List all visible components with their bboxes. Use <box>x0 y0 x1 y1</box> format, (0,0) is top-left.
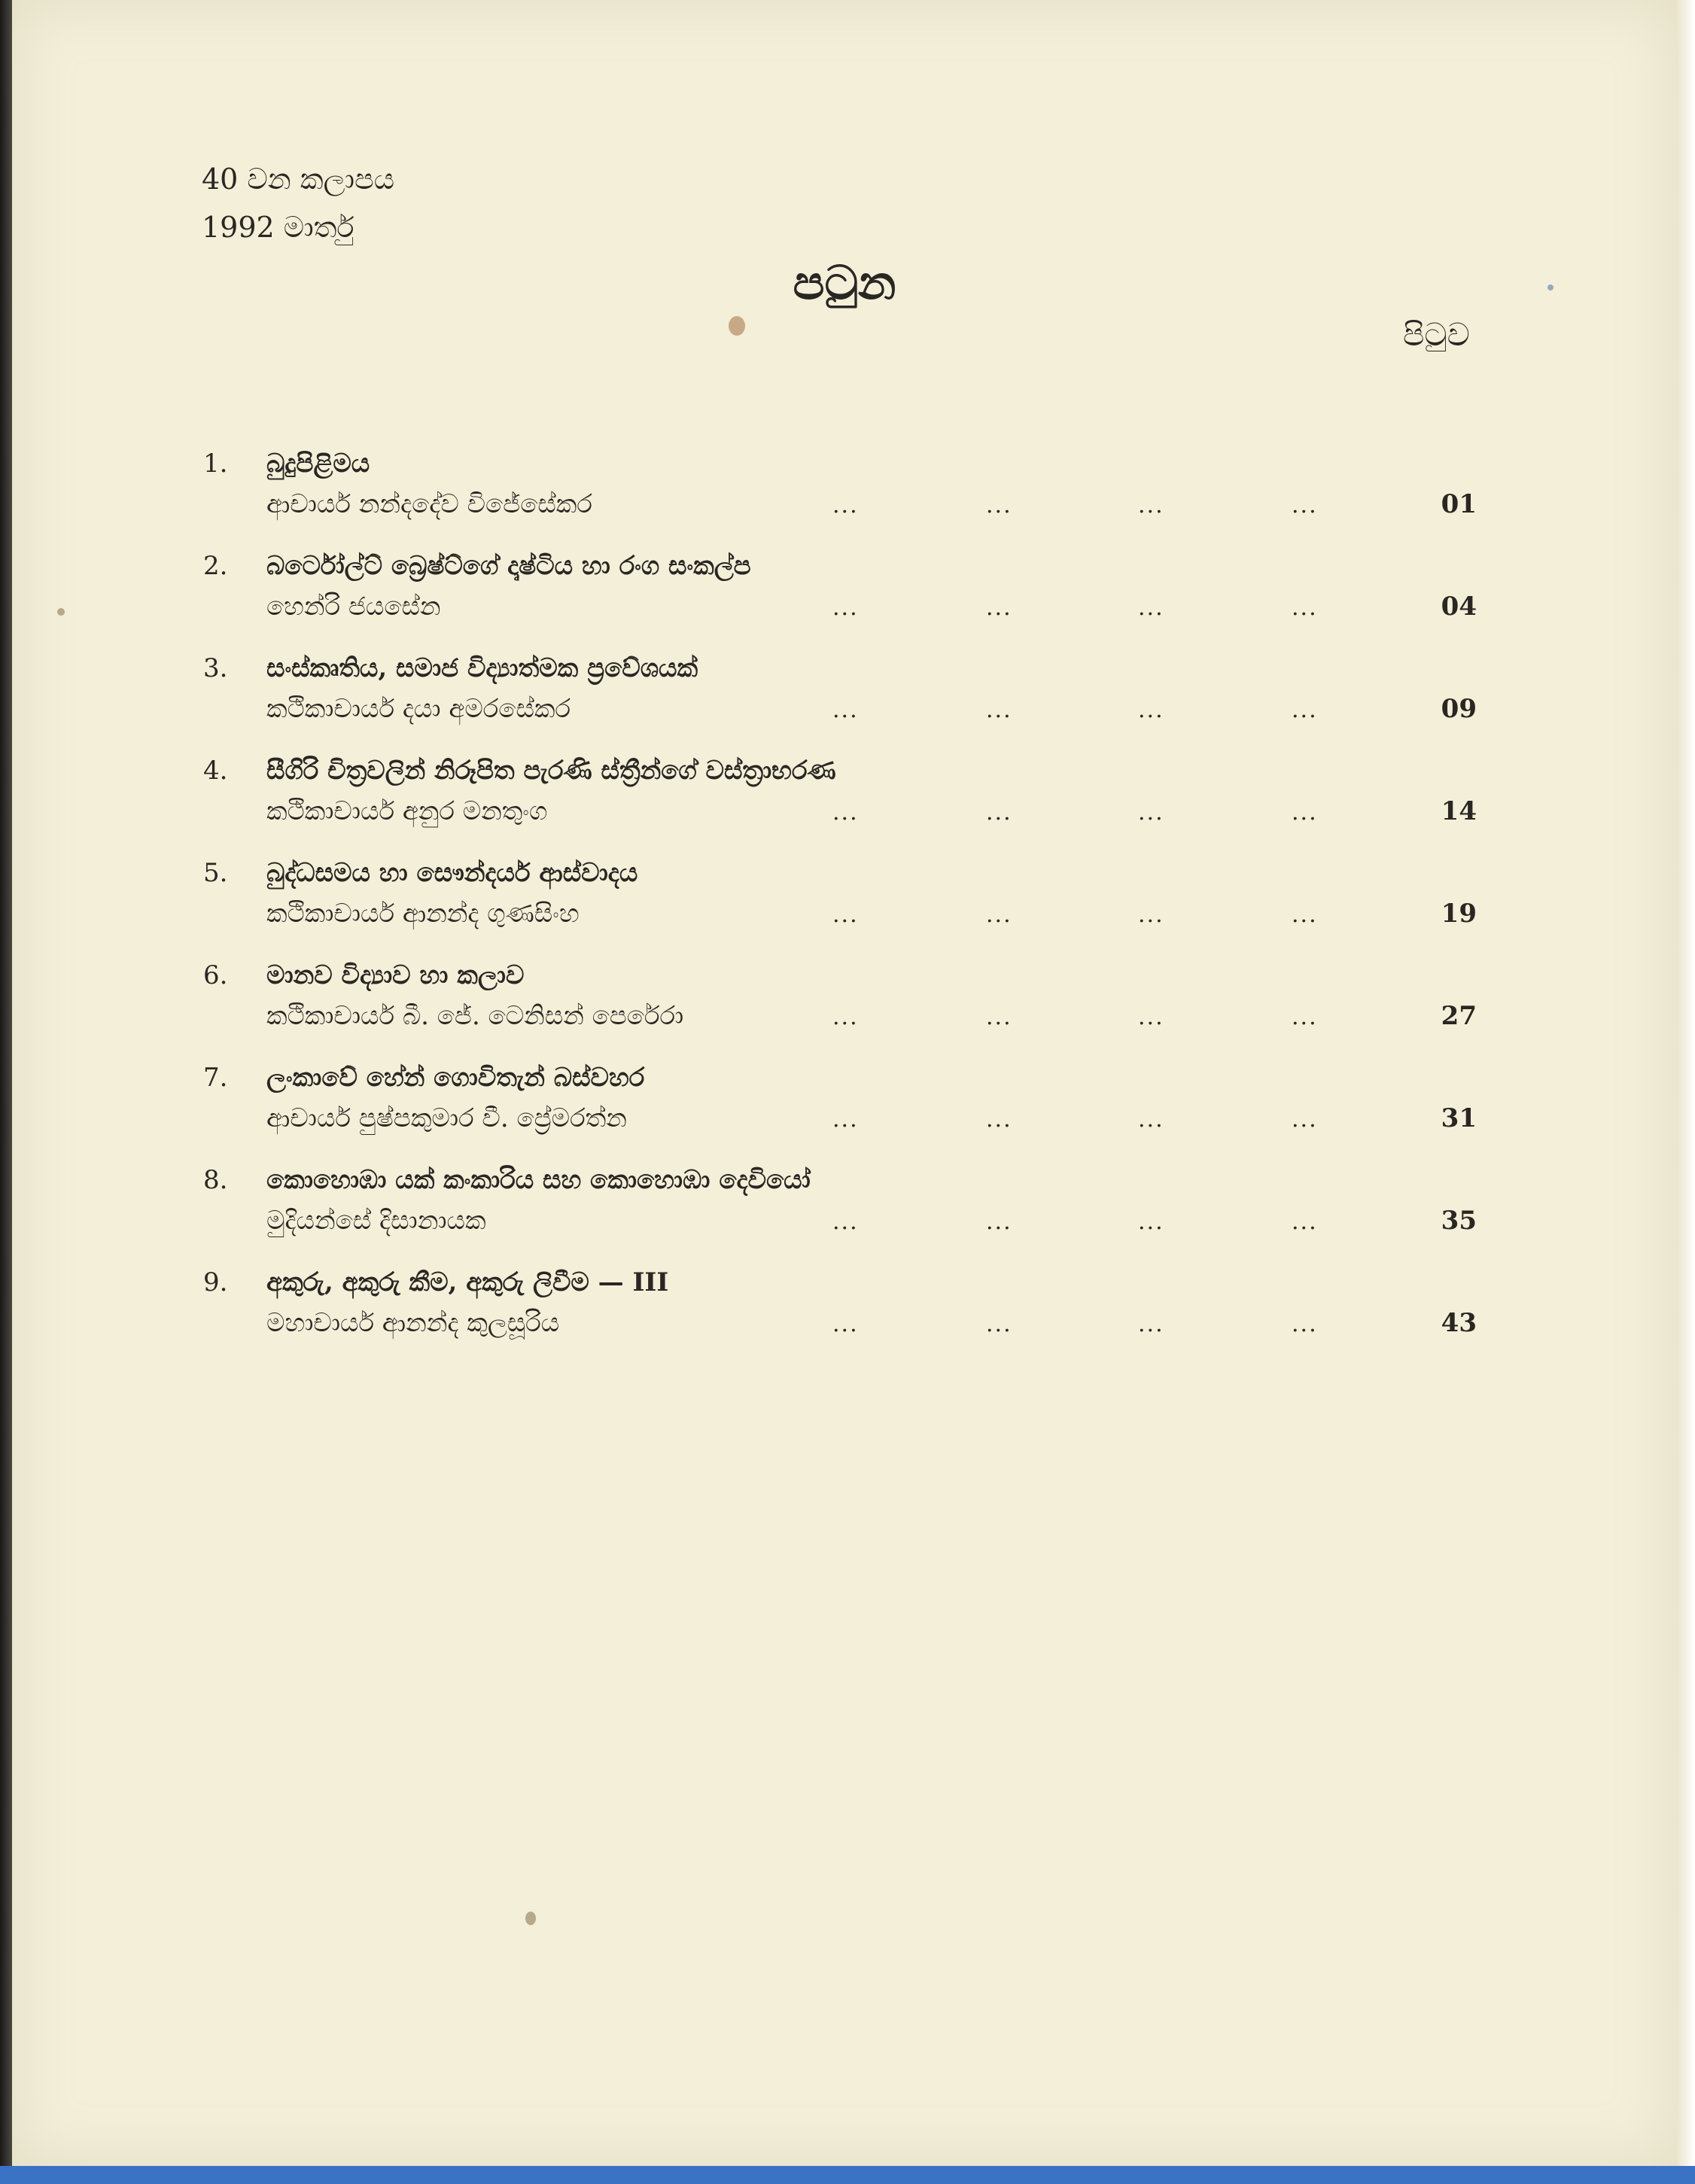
leader-dots: ... <box>1138 799 1164 826</box>
leader-dots: ... <box>832 595 859 621</box>
leader-dots: ... <box>1292 1106 1318 1133</box>
leader-dots: ... <box>1138 1311 1164 1337</box>
toc-entry <box>12 957 1677 1048</box>
toc-number: 6. <box>203 960 228 990</box>
toc-title: බර්ටෝල්ට් බ්‍රෙෂ්ට්ගේ දෘෂ්ටිය හා රංග සංකල්ප <box>266 551 751 581</box>
toc-title: බුදුපිළිමය <box>266 449 370 479</box>
leader-dots: ... <box>1138 697 1164 723</box>
leader-dots: ... <box>986 902 1012 928</box>
toc-entry <box>12 855 1677 945</box>
toc-number: 3. <box>203 653 228 683</box>
toc-author: හෙන්රි ජයසේන <box>266 592 441 622</box>
toc-entry <box>12 1264 1677 1355</box>
toc-number: 9. <box>203 1267 228 1297</box>
toc-title: කොහොඹා යක් කංකාරිය සහ කොහොඹා දෙවියෝ <box>266 1165 811 1195</box>
toc-author: මුදියන්සේ දිසානායක <box>266 1206 486 1236</box>
toc-page-number: 27 <box>1441 1001 1477 1031</box>
leader-dots: ... <box>1292 697 1318 723</box>
scan-background-strip <box>0 2166 1695 2184</box>
page-edge <box>1677 0 1695 2166</box>
toc-number: 5. <box>203 858 228 888</box>
toc-number: 8. <box>203 1165 228 1195</box>
leader-dots: ... <box>1138 902 1164 928</box>
leader-dots: ... <box>832 697 859 723</box>
page-column-header: පිටුව <box>1403 316 1470 353</box>
leader-dots: ... <box>1292 492 1318 519</box>
toc-author: කථිකාචාර්ය දයා අමරසේකර <box>266 694 571 724</box>
issue-number: 40 වන කලාපය <box>202 163 395 196</box>
paper-stain <box>1547 284 1553 290</box>
toc-page-number: 01 <box>1441 489 1477 519</box>
toc-number: 4. <box>203 756 228 786</box>
leader-dots: ... <box>986 799 1012 826</box>
toc-title: අකුරු, අකුරු කීම, අකුරු ලිවීම — III <box>266 1267 669 1297</box>
leader-dots: ... <box>832 1106 859 1133</box>
leader-dots: ... <box>1292 1004 1318 1030</box>
toc-author: කථිකාචාර්ය ආනන්ද ගුණසිංහ <box>266 899 580 929</box>
toc-page-number: 19 <box>1441 899 1477 929</box>
toc-entry <box>12 446 1677 536</box>
toc-title: සංස්කෘතිය, සමාජ විද්‍යාත්මක ප්‍රවේශයක් <box>266 653 698 683</box>
leader-dots: ... <box>1292 902 1318 928</box>
toc-title: සීගිරි චිත්‍රවලින් නිරූපිත පැරණි ස්ත්‍රීන්ගේ වස්ත්‍රාභරණ <box>266 756 836 786</box>
leader-dots: ... <box>1138 1004 1164 1030</box>
toc-number: 2. <box>203 551 228 581</box>
leader-dots: ... <box>1138 1106 1164 1133</box>
leader-dots: ... <box>832 1209 859 1235</box>
toc-number: 1. <box>203 449 228 479</box>
leader-dots: ... <box>832 1311 859 1337</box>
toc-author: ආචාර්ය නන්දදේව විජේසේකර <box>266 489 592 519</box>
toc-author: කථිකාචාර්ය බී. ජේ. ටෙනිසන් පෙරේරා <box>266 1001 684 1031</box>
toc-title: බුද්ධසමය හා සෞන්දර්ය ආස්වාදය <box>266 858 638 888</box>
paper-stain <box>57 608 65 616</box>
toc-title: මානව විද්‍යාව හා කලාව <box>266 960 525 990</box>
leader-dots: ... <box>1292 1209 1318 1235</box>
leader-dots: ... <box>986 492 1012 519</box>
leader-dots: ... <box>986 1106 1012 1133</box>
leader-dots: ... <box>832 902 859 928</box>
toc-entry <box>12 1162 1677 1252</box>
leader-dots: ... <box>1292 799 1318 826</box>
leader-dots: ... <box>1138 1209 1164 1235</box>
leader-dots: ... <box>986 1004 1012 1030</box>
toc-entry <box>12 753 1677 843</box>
leader-dots: ... <box>1292 1311 1318 1337</box>
leader-dots: ... <box>986 697 1012 723</box>
toc-page-number: 04 <box>1441 592 1477 622</box>
leader-dots: ... <box>832 799 859 826</box>
toc-page-number: 09 <box>1441 694 1477 724</box>
leader-dots: ... <box>986 1311 1012 1337</box>
toc-entry <box>12 548 1677 638</box>
leader-dots: ... <box>832 1004 859 1030</box>
page-title: පටුන <box>793 255 896 310</box>
toc-entry <box>12 1060 1677 1150</box>
document-page <box>12 0 1677 2166</box>
toc-page-number: 35 <box>1441 1206 1477 1236</box>
paper-stain <box>729 316 745 336</box>
leader-dots: ... <box>1138 595 1164 621</box>
toc-author: ආචාර්ය පුෂ්පකුමාර වී. ප්‍රේමරත්න <box>266 1103 627 1133</box>
leader-dots: ... <box>986 595 1012 621</box>
leader-dots: ... <box>1292 595 1318 621</box>
leader-dots: ... <box>832 492 859 519</box>
toc-page-number: 43 <box>1441 1308 1477 1338</box>
paper-stain <box>525 1912 536 1925</box>
book-spine <box>0 0 12 2184</box>
leader-dots: ... <box>1138 492 1164 519</box>
issue-date: 1992 මාර්තු <box>202 211 355 244</box>
leader-dots: ... <box>986 1209 1012 1235</box>
toc-author: මහාචාර්ය ආනන්ද කුලසූරිය <box>266 1308 560 1338</box>
toc-number: 7. <box>203 1063 228 1093</box>
toc-entry <box>12 650 1677 741</box>
toc-title: ලංකාවේ හේන් ගොවිතැන් බස්වහර <box>266 1063 645 1093</box>
toc-page-number: 31 <box>1441 1103 1477 1133</box>
toc-author: කථිකාචාර්ය අනුර මනතුංග <box>266 796 548 826</box>
toc-page-number: 14 <box>1441 796 1477 826</box>
